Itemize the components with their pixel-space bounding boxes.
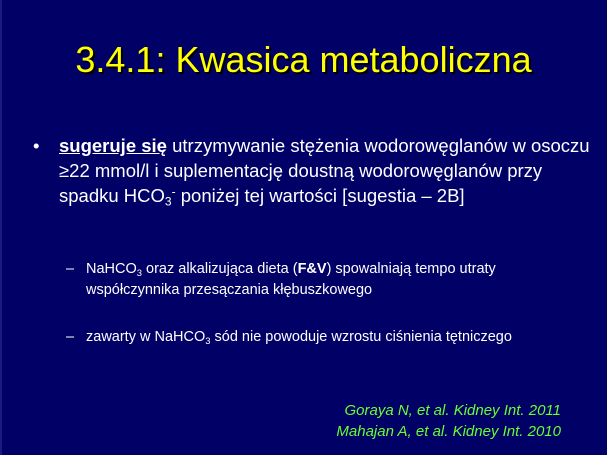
fv-bold: F&V xyxy=(297,261,327,277)
main-bullet-text-part-1: utrzymywanie stężenia wodorowęglanów w osoczu ≥22 mmol/l i suplementację doustną wodorowęglanów przy spadku HCO xyxy=(59,135,590,206)
bullet-marker: • xyxy=(33,135,40,156)
reference-2: Mahajan A, et al. Kidney Int. 2010 xyxy=(336,423,561,440)
sub-bullet-marker: – xyxy=(66,329,75,345)
nahco3-subscript: 3 xyxy=(136,266,142,278)
sub-bullet-1-part-3: ) spowalniają tempo utraty współczynnika przesączania kłębuszkowego xyxy=(86,261,496,298)
sub-bullet-1-part-1: NaHCO xyxy=(86,261,137,277)
hco3-superscript: - xyxy=(171,184,176,199)
reference-1: Goraya N, et al. Kidney Int. 2011 xyxy=(344,402,561,419)
sub-bullet-2-text xyxy=(86,327,576,348)
sub-bullet-2 xyxy=(66,327,576,348)
slide-title: 3.4.1: Kwasica metaboliczna xyxy=(75,39,532,80)
recommendation-keyword: sugeruje się xyxy=(59,135,167,156)
sub-bullet-2-part-2: sód nie powoduje wzrostu ciśnienia tętniczego xyxy=(210,329,512,345)
sub-bullet-1-part-2: oraz alkalizująca dieta ( xyxy=(142,261,298,277)
sub-bullet-2-part-1: zawarty w NaHCO xyxy=(86,329,206,345)
sub-bullet-marker: – xyxy=(66,261,75,277)
references xyxy=(336,400,561,442)
nahco3-subscript: 3 xyxy=(205,334,211,346)
main-bullet-text-part-2: poniżej tej wartości [sugestia – 2B] xyxy=(175,185,465,206)
sub-bullet-1-text xyxy=(86,259,576,301)
sub-bullet-1 xyxy=(66,259,576,301)
hco3-subscript: 3 xyxy=(164,194,172,209)
main-bullet-text xyxy=(59,133,598,208)
main-bullet xyxy=(33,133,598,208)
